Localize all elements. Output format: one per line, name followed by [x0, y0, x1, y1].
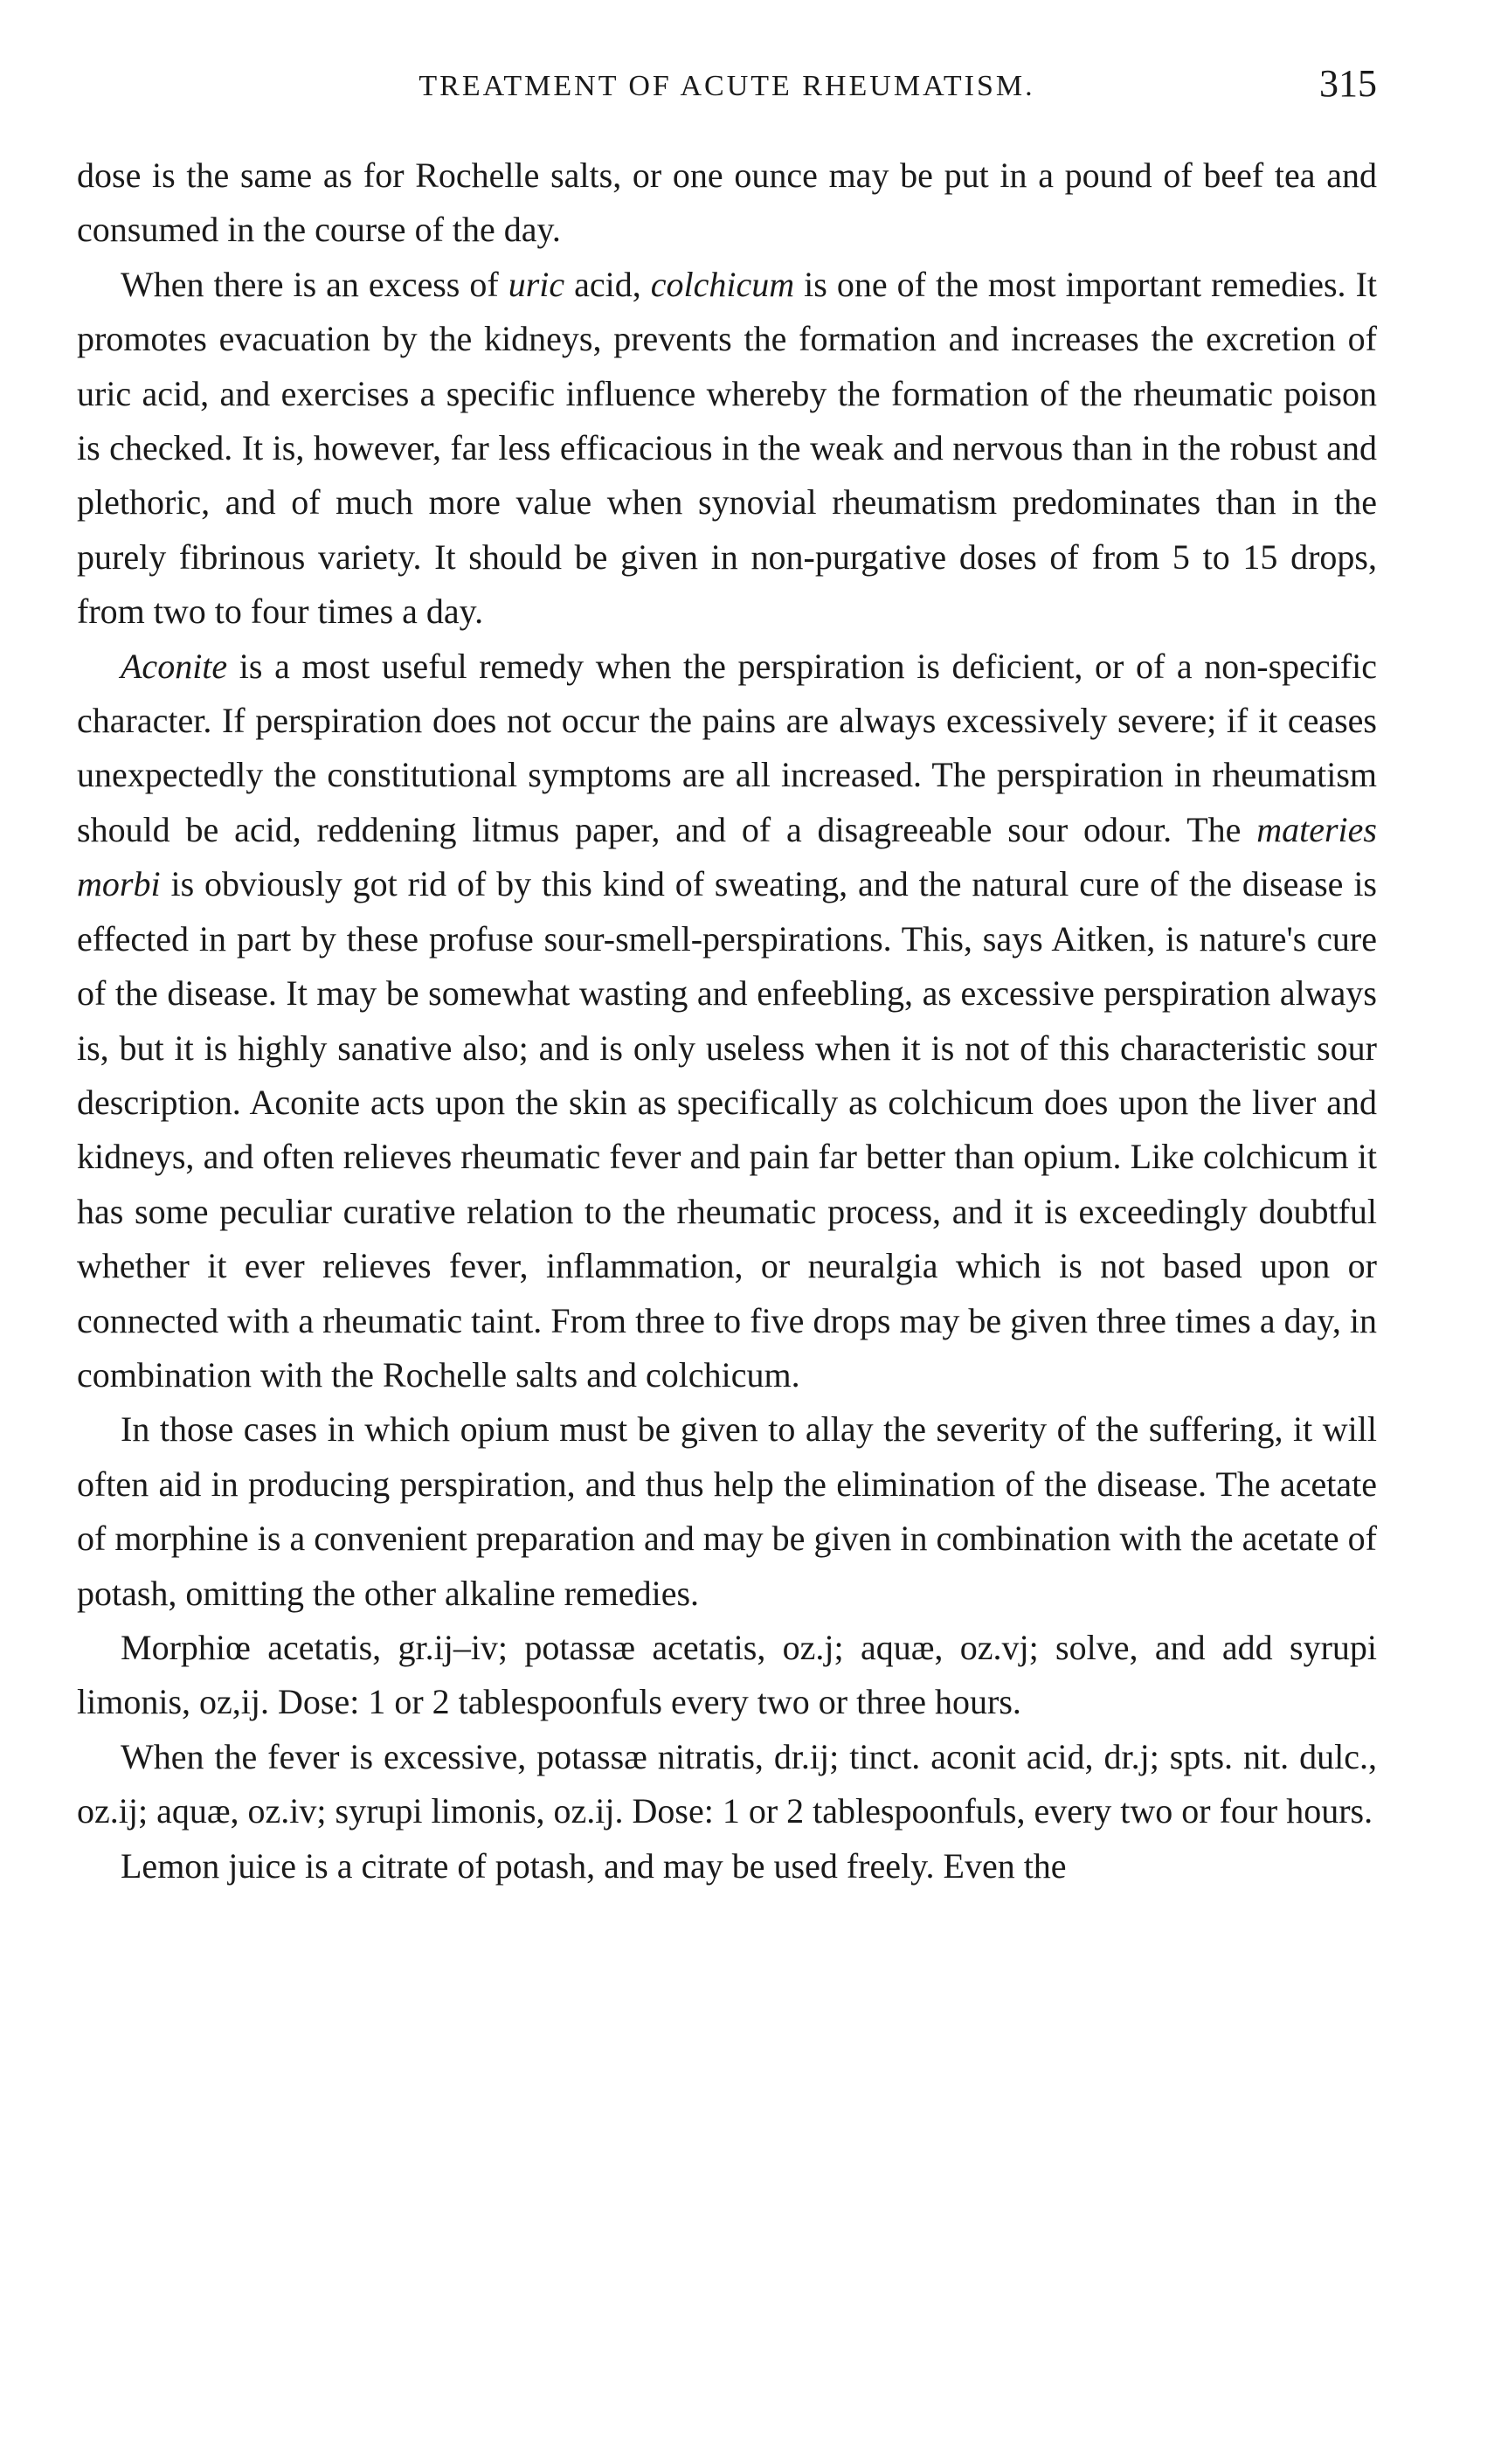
text-run: is a most useful remedy when the perspiration is deficient, or of a non-specific character. If perspiration does not occur the pains are always excessively severe; if it ceases unexpectedly the constitutional symptoms are all increased. The perspiration in rheumatism should be acid, reddening litmus paper, and of a disagreeable sour odour. The	[77, 646, 1377, 849]
running-head: TREATMENT OF ACUTE RHEUMATISM.	[418, 70, 1035, 102]
paragraph-lemon-juice	[77, 1839, 1377, 1893]
paragraph-opium	[77, 1402, 1377, 1621]
page-header	[77, 61, 1377, 122]
text-run: is obviously got rid of by this kind of sweating, and the natural cure of the disease is effected in part by these profuse sour-smell-perspirations. This, says Aitken, is nature's cure of the disease. It may be somewhat wasting and enfeebling, as excessive perspiration always is, but it is highly sanative also; and is only useless when it is not of this characteristic sour description. Aconite acts upon the skin as specifically as colchicum does upon the liver and kidneys, and often relieves rheumatic fever and pain far better than opium. Like colchicum it has some peculiar curative relation to the rheumatic process, and it is exceedingly doubtful whether it ever relieves fever, inflammation, or neuralgia which is not based upon or connected with a rheumatic taint. From three to five drops may be given three times a day, in combination with the Rochelle salts and colchicum.	[77, 864, 1377, 1395]
text-run: Lemon juice is a citrate of potash, and may be used freely. Even the	[121, 1845, 1067, 1886]
italic-term: materies morbi	[77, 809, 1377, 904]
text-run: Morphiœ acetatis, gr.ij–iv; potassæ acetatis, oz.j; aquæ, oz.vj; solve, and add syrupi limonis, oz,ij. Dose: 1 or 2 tablespoonfuls every two or three hours.	[77, 1627, 1377, 1722]
text-run: In those cases in which opium must be given to allay the severity of the suffering, it will often aid in producing perspiration, and thus help the elimination of the disease. The acetate of morphine is a convenient preparation and may be given in combination with the acetate of potash, omitting the other alkaline remedies.	[77, 1409, 1377, 1613]
paragraph-dose-continuation	[77, 149, 1377, 258]
text-run: dose is the same as for Rochelle salts, or one ounce may be put in a pound of beef tea and consumed in the course of the day.	[77, 156, 1377, 250]
page-number: 315	[1319, 62, 1377, 105]
text-run: acid,	[564, 264, 651, 304]
paragraph-colchicum	[77, 258, 1377, 640]
paragraph-morphine-formula	[77, 1621, 1377, 1730]
italic-term: uric	[508, 264, 565, 304]
italic-term: Aconite	[121, 646, 228, 686]
text-run: is one of the most important remedies. It promotes evacuation by the kidneys, prevents the formation and increases the excretion of uric acid, and exercises a specific influence whereby the formation of the rheumatic poison is checked. It is, however, far less efficacious in the weak and nervous than in the robust and plethoric, and of much more value when synovial rheumatism predominates than in the purely fibrinous variety. It should be given in non-purgative doses of from 5 to 15 drops, from two to four times a day.	[77, 264, 1378, 632]
text-run: When there is an excess of	[121, 264, 508, 304]
book-page	[77, 61, 1377, 1893]
text-run: When the fever is excessive, potassæ nitratis, dr.ij; tinct. aconit acid, dr.j; spts. nit. dulc., oz.ij; aquæ, oz.iv; syrupi limonis, oz.ij. Dose: 1 or 2 tablespoonfuls, every two or four hours.	[77, 1736, 1377, 1831]
paragraph-fever-formula	[77, 1730, 1377, 1839]
paragraph-aconite	[77, 640, 1377, 1403]
body-text	[77, 149, 1377, 1893]
italic-term: colchicum	[650, 264, 795, 304]
